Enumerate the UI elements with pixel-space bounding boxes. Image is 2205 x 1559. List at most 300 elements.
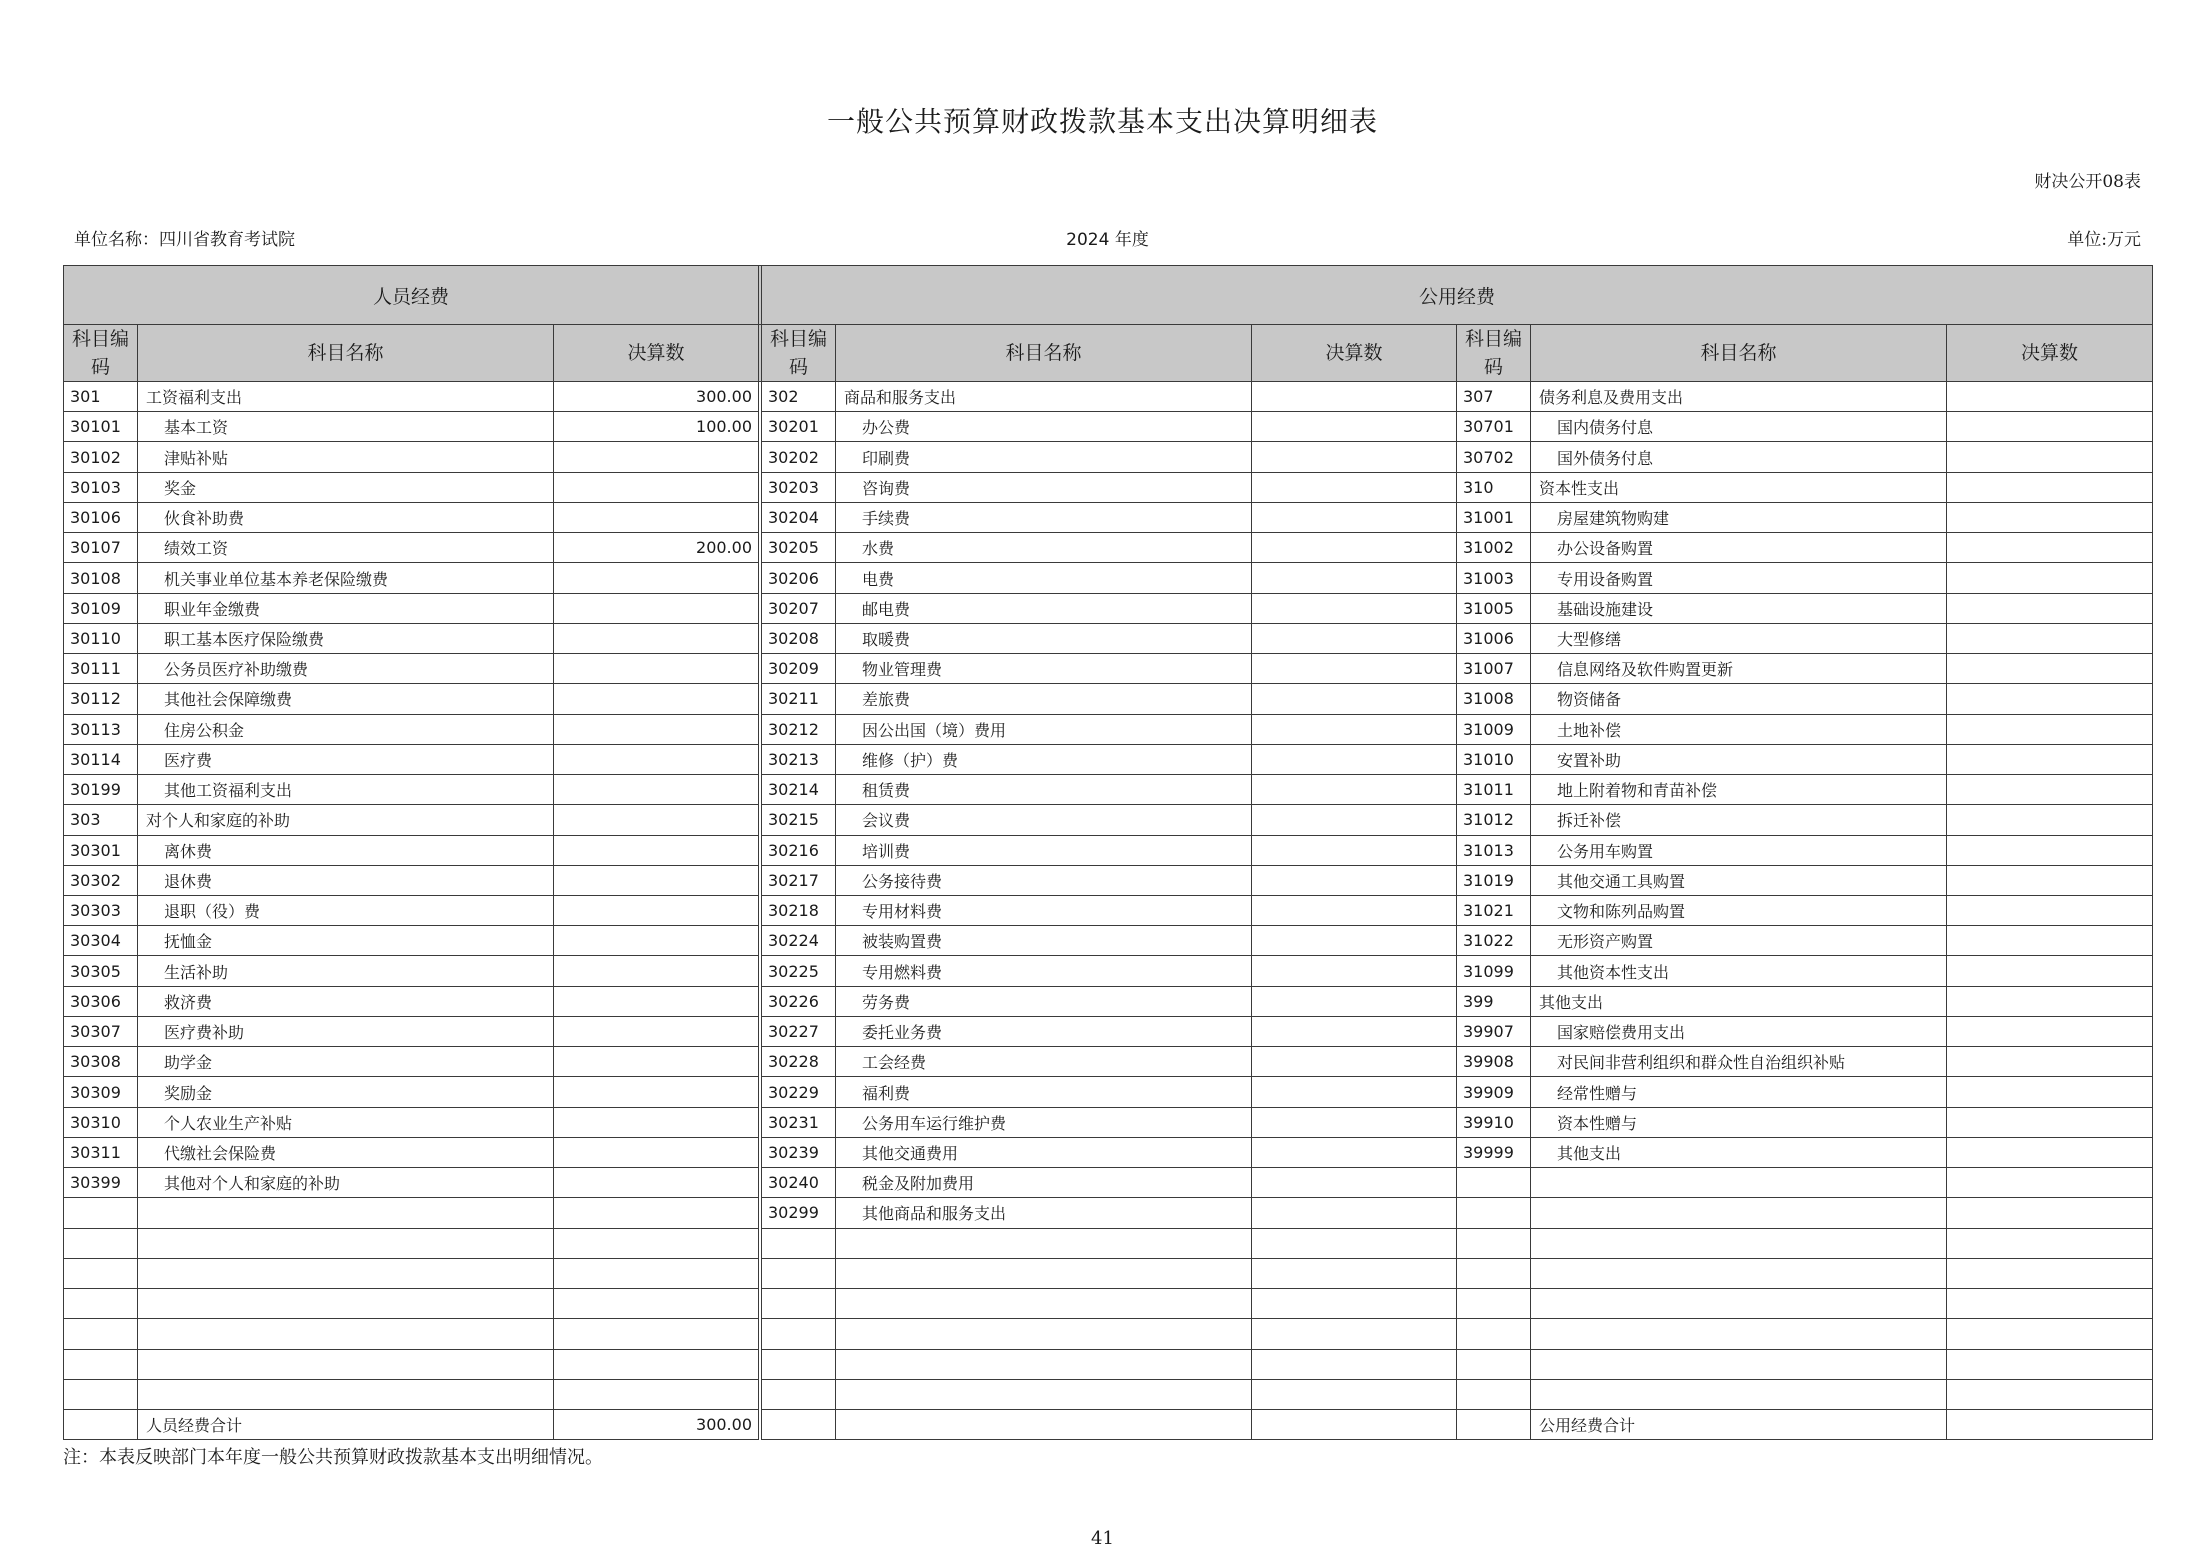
amount-cell [1252,714,1457,744]
code-cell: 31013 [1457,835,1531,865]
amount-cell [1947,986,2153,1016]
code-cell [1457,1168,1531,1198]
name-cell [138,1289,554,1319]
code-cell: 30204 [762,502,836,532]
code-cell: 30201 [762,412,836,442]
name-cell: 会议费 [836,805,1252,835]
amount-cell [1252,1198,1457,1228]
amount-cell [554,1228,759,1258]
amount-cell [1252,533,1457,563]
amount-cell [1252,1379,1457,1409]
amount-cell [1252,835,1457,865]
name-cell: 差旅费 [836,684,1252,714]
amount-cell [1947,1137,2153,1167]
code-cell: 30225 [762,956,836,986]
amount-cell [1947,1319,2153,1349]
amount-cell [1947,1198,2153,1228]
name-cell [836,1319,1252,1349]
name-cell: 退职（役）费 [138,895,554,925]
code-cell: 30107 [64,533,138,563]
column-header-code: 科目编码 [64,325,138,382]
name-cell: 物资储备 [1531,684,1947,714]
amount-cell [1947,1047,2153,1077]
code-cell: 39908 [1457,1047,1531,1077]
name-cell: 物业管理费 [836,654,1252,684]
amount-cell [554,472,759,502]
amount-cell [554,1168,759,1198]
code-cell: 302 [762,382,836,412]
name-cell: 抚恤金 [138,926,554,956]
code-cell: 31006 [1457,623,1531,653]
name-cell: 其他资本性支出 [1531,956,1947,986]
name-cell: 租赁费 [836,775,1252,805]
code-cell: 30309 [64,1077,138,1107]
table-row [64,593,2153,623]
name-cell: 经常性赠与 [1531,1077,1947,1107]
name-cell [138,1379,554,1409]
name-cell: 住房公积金 [138,714,554,744]
amount-cell [554,865,759,895]
code-cell [64,1228,138,1258]
amount-cell [554,1137,759,1167]
code-cell [762,1349,836,1379]
code-cell: 31010 [1457,744,1531,774]
amount-cell [1947,533,2153,563]
page-number: 41 [1091,1528,1114,1549]
name-cell: 医疗费补助 [138,1016,554,1046]
name-cell: 因公出国（境）费用 [836,714,1252,744]
personnel-total-amount: 300.00 [554,1410,759,1440]
code-cell: 30202 [762,442,836,472]
page-title: 一般公共预算财政拨款基本支出决算明细表 [826,105,1378,138]
code-cell: 30217 [762,865,836,895]
totals-code-cell [1457,1410,1531,1440]
amount-cell [554,1319,759,1349]
table-body [64,382,2153,1410]
amount-cell [1947,684,2153,714]
name-cell [836,1258,1252,1288]
code-cell: 30701 [1457,412,1531,442]
amount-cell [1947,1077,2153,1107]
amount-cell [1252,563,1457,593]
name-cell: 土地补偿 [1531,714,1947,744]
totals-code-cell [762,1410,836,1440]
table-row [64,382,2153,412]
name-cell [836,1289,1252,1319]
code-cell: 30101 [64,412,138,442]
code-cell: 30206 [762,563,836,593]
table-row [64,1319,2153,1349]
code-cell [762,1228,836,1258]
code-cell: 30228 [762,1047,836,1077]
amount-cell [1252,502,1457,532]
name-cell: 绩效工资 [138,533,554,563]
amount-cell [554,956,759,986]
amount-cell [1947,926,2153,956]
name-cell: 债务利息及费用支出 [1531,382,1947,412]
amount-cell: 200.00 [554,533,759,563]
name-cell: 代缴社会保险费 [138,1137,554,1167]
code-cell: 310 [1457,472,1531,502]
code-cell: 30303 [64,895,138,925]
code-cell: 30227 [762,1016,836,1046]
amount-cell [1947,623,2153,653]
personnel-total-label: 人员经费合计 [138,1410,554,1440]
totals-amount-cell [1252,1410,1457,1440]
amount-cell [1252,744,1457,774]
code-cell: 31009 [1457,714,1531,744]
code-cell: 30224 [762,926,836,956]
amount-cell [554,593,759,623]
amount-cell [1252,775,1457,805]
code-cell: 31001 [1457,502,1531,532]
amount-cell [1252,1349,1457,1379]
amount-cell [1947,865,2153,895]
name-cell: 奖金 [138,472,554,502]
amount-cell [1252,472,1457,502]
code-cell: 30214 [762,775,836,805]
amount-cell [1252,654,1457,684]
public-total-amount [1947,1410,2153,1440]
fiscal-year: 2024 年度 [1066,230,1149,250]
code-cell: 30301 [64,835,138,865]
name-cell: 无形资产购置 [1531,926,1947,956]
code-cell: 30702 [1457,442,1531,472]
code-cell: 30213 [762,744,836,774]
table-row [64,1258,2153,1288]
name-cell [1531,1379,1947,1409]
amount-cell [1252,1016,1457,1046]
table-row [64,1107,2153,1137]
amount-cell [1947,1289,2153,1319]
name-cell [138,1349,554,1379]
amount-cell [1947,744,2153,774]
amount-cell [554,1047,759,1077]
name-cell: 其他支出 [1531,986,1947,1016]
name-cell: 其他工资福利支出 [138,775,554,805]
code-cell: 31022 [1457,926,1531,956]
code-cell: 30211 [762,684,836,714]
name-cell [1531,1349,1947,1379]
code-cell: 399 [1457,986,1531,1016]
code-cell: 30207 [762,593,836,623]
amount-cell [1947,472,2153,502]
code-cell: 30231 [762,1107,836,1137]
amount-cell [1252,926,1457,956]
code-cell: 303 [64,805,138,835]
table-row [64,623,2153,653]
name-cell: 培训费 [836,835,1252,865]
name-cell: 对民间非营利组织和群众性自治组织补贴 [1531,1047,1947,1077]
amount-cell [1252,593,1457,623]
name-cell: 地上附着物和青苗补偿 [1531,775,1947,805]
amount-cell [1947,442,2153,472]
name-cell: 职业年金缴费 [138,593,554,623]
name-cell: 救济费 [138,986,554,1016]
public-total-label: 公用经费合计 [1531,1410,1947,1440]
amount-cell [554,502,759,532]
code-cell: 30308 [64,1047,138,1077]
code-cell: 30299 [762,1198,836,1228]
code-cell [64,1258,138,1288]
name-cell: 工会经费 [836,1047,1252,1077]
amount-cell [1947,1107,2153,1137]
name-cell: 大型修缮 [1531,623,1947,653]
name-cell: 劳务费 [836,986,1252,1016]
amount-cell [554,926,759,956]
code-cell: 30109 [64,593,138,623]
code-cell [64,1379,138,1409]
amount-cell [1252,382,1457,412]
amount-cell [1947,1168,2153,1198]
name-cell: 个人农业生产补贴 [138,1107,554,1137]
amount-cell [1947,1228,2153,1258]
code-cell: 30113 [64,714,138,744]
name-cell: 公务员医疗补助缴费 [138,654,554,684]
name-cell: 公务接待费 [836,865,1252,895]
name-cell [138,1319,554,1349]
name-cell: 助学金 [138,1047,554,1077]
amount-cell [554,684,759,714]
name-cell: 文物和陈列品购置 [1531,895,1947,925]
table-row [64,956,2153,986]
amount-cell [554,775,759,805]
amount-cell [1252,865,1457,895]
name-cell: 信息网络及软件购置更新 [1531,654,1947,684]
name-cell: 咨询费 [836,472,1252,502]
code-cell: 30203 [762,472,836,502]
table-row [64,986,2153,1016]
code-cell: 31002 [1457,533,1531,563]
amount-cell [554,1198,759,1228]
amount-cell: 100.00 [554,412,759,442]
totals-name-cell [836,1410,1252,1440]
code-cell: 30307 [64,1016,138,1046]
group-header-row [64,266,2153,325]
table-row [64,442,2153,472]
code-cell: 30306 [64,986,138,1016]
table-row [64,805,2153,835]
code-cell [64,1349,138,1379]
table-row [64,472,2153,502]
name-cell: 邮电费 [836,593,1252,623]
name-cell: 机关事业单位基本养老保险缴费 [138,563,554,593]
code-cell [762,1379,836,1409]
code-cell: 31008 [1457,684,1531,714]
amount-cell [1947,563,2153,593]
column-header-amount: 决算数 [554,325,759,382]
name-cell [1531,1168,1947,1198]
code-cell: 30212 [762,714,836,744]
table-row [64,1077,2153,1107]
amount-cell [554,654,759,684]
table-row [64,744,2153,774]
code-cell [1457,1349,1531,1379]
code-cell: 39909 [1457,1077,1531,1107]
name-cell [1531,1228,1947,1258]
code-cell [1457,1198,1531,1228]
amount-cell [554,623,759,653]
code-cell: 30111 [64,654,138,684]
column-header-name: 科目名称 [836,325,1252,382]
form-code: 财决公开08表 [2034,172,2141,192]
table-row [64,835,2153,865]
amount-cell [1252,895,1457,925]
table-row [64,1228,2153,1258]
table-note: 注：本表反映部门本年度一般公共预算财政拨款基本支出明细情况。 [63,1447,603,1468]
code-cell: 30199 [64,775,138,805]
table-row [64,1379,2153,1409]
amount-cell [1252,1319,1457,1349]
code-cell: 30208 [762,623,836,653]
code-cell: 30103 [64,472,138,502]
amount-cell [1252,1258,1457,1288]
amount-cell [1947,895,2153,925]
code-cell [1457,1379,1531,1409]
table-row [64,1198,2153,1228]
amount-cell [554,1077,759,1107]
amount-cell [1252,1047,1457,1077]
name-cell: 其他对个人和家庭的补助 [138,1168,554,1198]
meta-row [74,225,2141,253]
code-cell: 30302 [64,865,138,895]
amount-cell [1252,1077,1457,1107]
amount-cell: 300.00 [554,382,759,412]
name-cell: 专用燃料费 [836,956,1252,986]
name-cell: 公务用车运行维护费 [836,1107,1252,1137]
name-cell [836,1349,1252,1379]
amount-cell [1947,502,2153,532]
name-cell [138,1198,554,1228]
amount-cell [1947,412,2153,442]
name-cell: 工资福利支出 [138,382,554,412]
amount-cell [554,805,759,835]
amount-cell [554,1349,759,1379]
code-cell [762,1289,836,1319]
code-cell: 39999 [1457,1137,1531,1167]
table-row [64,654,2153,684]
table-row [64,1168,2153,1198]
code-cell: 31019 [1457,865,1531,895]
name-cell [1531,1258,1947,1288]
amount-cell [554,1379,759,1409]
amount-cell [554,986,759,1016]
name-cell: 商品和服务支出 [836,382,1252,412]
name-cell: 其他支出 [1531,1137,1947,1167]
code-cell: 31005 [1457,593,1531,623]
amount-cell [1252,623,1457,653]
amount-cell [554,1107,759,1137]
table-row [64,684,2153,714]
code-cell: 30108 [64,563,138,593]
code-cell [1457,1289,1531,1319]
name-cell: 伙食补助费 [138,502,554,532]
name-cell: 公务用车购置 [1531,835,1947,865]
code-cell [762,1258,836,1288]
code-cell: 39907 [1457,1016,1531,1046]
name-cell: 资本性支出 [1531,472,1947,502]
name-cell [138,1228,554,1258]
code-cell: 30399 [64,1168,138,1198]
code-cell: 30240 [762,1168,836,1198]
amount-cell [1252,956,1457,986]
name-cell: 取暖费 [836,623,1252,653]
code-cell [1457,1258,1531,1288]
unit-label: 单位:万元 [2067,230,2141,250]
name-cell: 国内债务付息 [1531,412,1947,442]
code-cell: 30205 [762,533,836,563]
amount-cell [1252,1168,1457,1198]
unit-name: 单位名称：四川省教育考试院 [74,230,295,250]
name-cell: 生活补助 [138,956,554,986]
amount-cell [554,895,759,925]
name-cell: 国家赔偿费用支出 [1531,1016,1947,1046]
name-cell: 医疗费 [138,744,554,774]
name-cell: 房屋建筑物购建 [1531,502,1947,532]
name-cell [836,1379,1252,1409]
name-cell: 办公设备购置 [1531,533,1947,563]
name-cell: 其他交通费用 [836,1137,1252,1167]
code-cell: 30218 [762,895,836,925]
column-header-name: 科目名称 [1531,325,1947,382]
name-cell: 印刷费 [836,442,1252,472]
table-row [64,412,2153,442]
amount-cell [1947,1349,2153,1379]
code-cell: 31007 [1457,654,1531,684]
name-cell: 资本性赠与 [1531,1107,1947,1137]
code-cell: 31011 [1457,775,1531,805]
name-cell: 电费 [836,563,1252,593]
code-cell [1457,1228,1531,1258]
table-row [64,775,2153,805]
code-cell: 30209 [762,654,836,684]
name-cell: 奖励金 [138,1077,554,1107]
name-cell: 对个人和家庭的补助 [138,805,554,835]
table-row [64,1137,2153,1167]
name-cell: 水费 [836,533,1252,563]
name-cell: 离休费 [138,835,554,865]
code-cell: 30114 [64,744,138,774]
name-cell: 其他商品和服务支出 [836,1198,1252,1228]
code-cell: 31003 [1457,563,1531,593]
table-row [64,1016,2153,1046]
amount-cell [554,744,759,774]
amount-cell [1947,654,2153,684]
amount-cell [554,714,759,744]
name-cell: 委托业务费 [836,1016,1252,1046]
code-cell [762,1319,836,1349]
name-cell: 基本工资 [138,412,554,442]
code-cell: 30310 [64,1107,138,1137]
name-cell: 安置补助 [1531,744,1947,774]
amount-cell [554,835,759,865]
table-row [64,1349,2153,1379]
amount-cell [554,563,759,593]
table-row [64,1289,2153,1319]
column-header-amount: 决算数 [1947,325,2153,382]
amount-cell [1252,1107,1457,1137]
name-cell: 税金及附加费用 [836,1168,1252,1198]
table-row [64,502,2153,532]
code-cell: 301 [64,382,138,412]
code-cell: 307 [1457,382,1531,412]
group-header-personnel: 人员经费 [64,266,759,325]
expenditure-table-container [63,265,2152,1440]
name-cell: 维修（护）费 [836,744,1252,774]
code-cell [64,1289,138,1319]
code-cell: 30305 [64,956,138,986]
name-cell: 其他社会保障缴费 [138,684,554,714]
